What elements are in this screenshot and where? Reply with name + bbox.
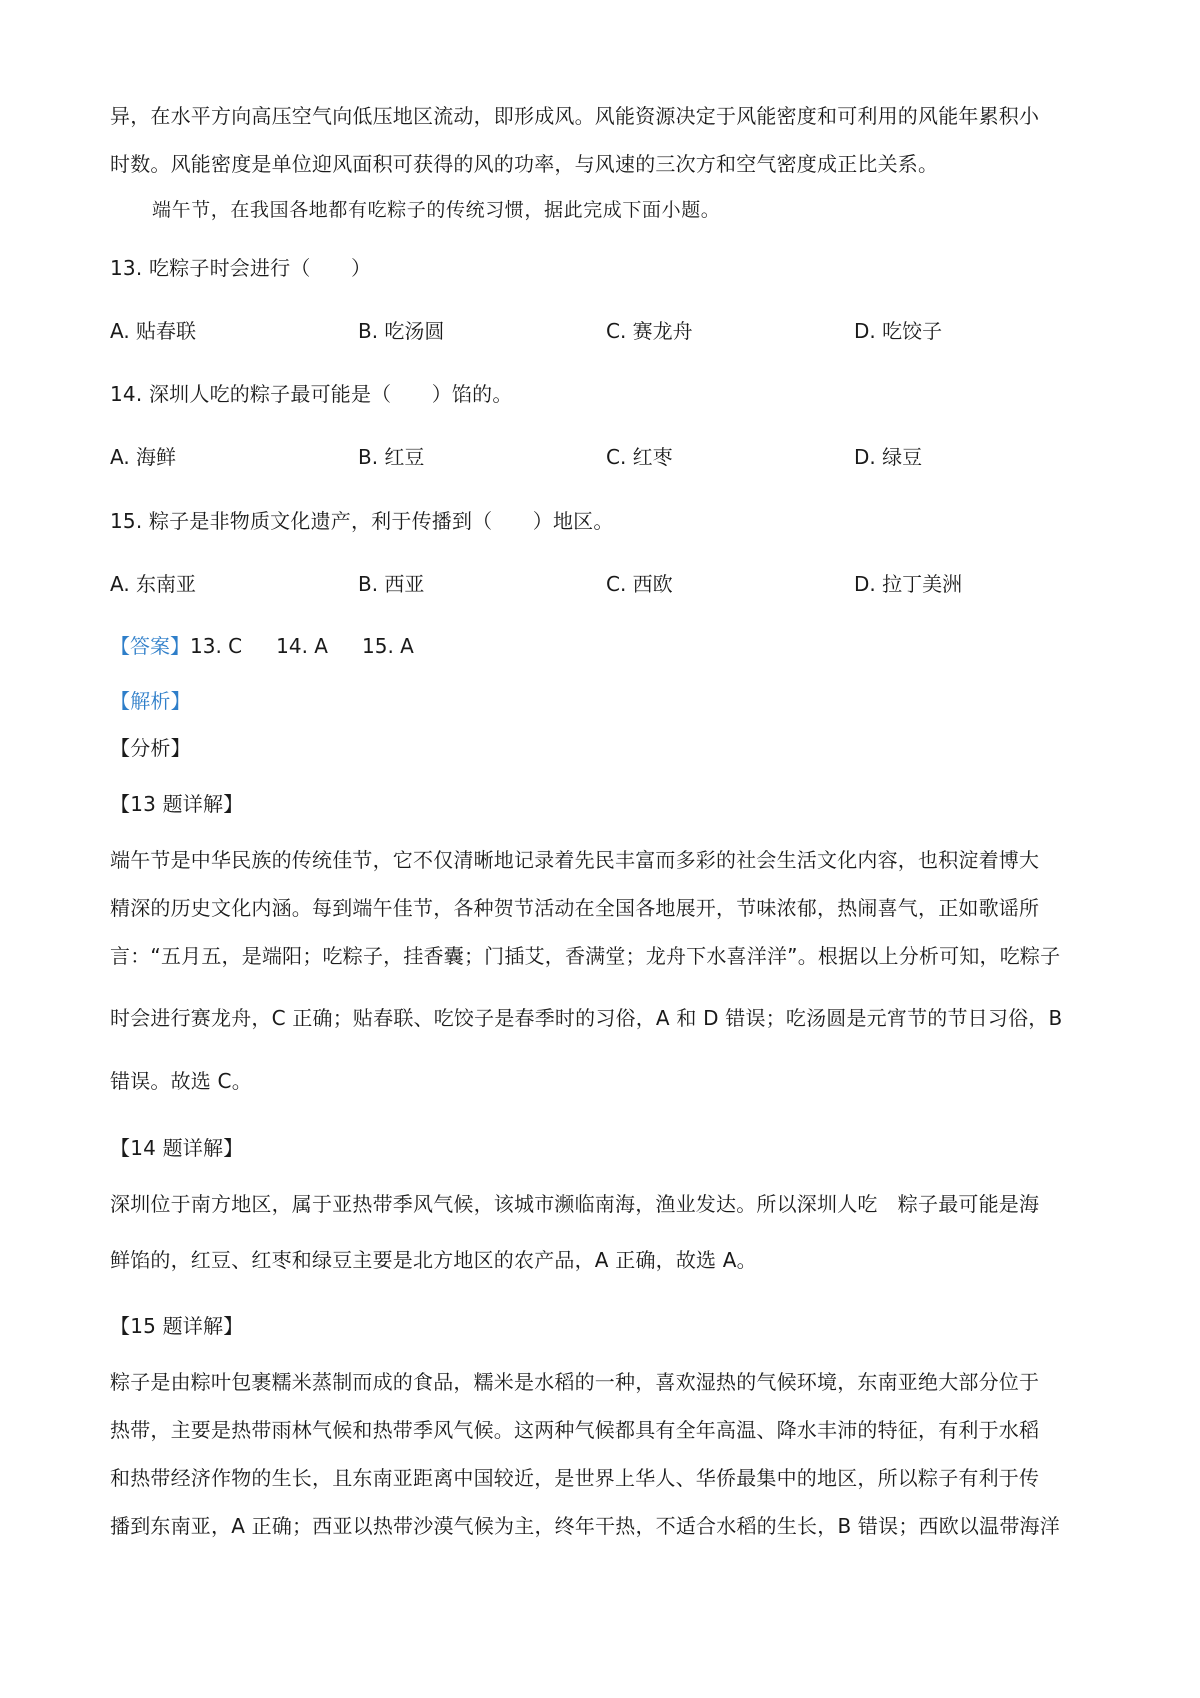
question-15: 15. 粽子是非物质文化遗产，利于传播到（ ）地区。 (110, 509, 614, 533)
detail-15-heading: 【15 题详解】 (110, 1314, 244, 1338)
detail-13-line: 言：“五月五，是端阳；吃粽子，挂香囊；门插艾，香满堂；龙舟下水喜洋洋”。根据以上分析可知，吃粽子 (110, 944, 1061, 968)
detail-13-line: 端午节是中华民族的传统佳节，它不仅清晰地记录着先民丰富而多彩的社会生活文化内容，也积淀着博大 (110, 848, 1040, 872)
option-d: D. 拉丁美洲 (854, 572, 963, 596)
detail-15-line: 粽子是由粽叶包裹糯米蒸制而成的食品，糯米是水稻的一种，喜欢湿热的气候环境，东南亚绝大部分位于 (110, 1370, 1040, 1394)
question-15-options (110, 560, 1100, 608)
answer-line (110, 622, 448, 670)
question-13: 13. 吃粽子时会进行（ ） (110, 256, 372, 280)
analysis-label: 【解析】 (110, 689, 191, 713)
option-c: C. 赛龙舟 (606, 319, 693, 343)
answer-15: 15. A (362, 634, 414, 658)
option-d: D. 绿豆 (854, 445, 923, 469)
option-b: B. 红豆 (358, 445, 425, 469)
detail-15-line: 热带，主要是热带雨林气候和热带季风气候。这两种气候都具有全年高温、降水丰沛的特征，有利于水稻 (110, 1418, 1040, 1442)
question-14-options (110, 433, 1100, 481)
detail-13-line: 错误。故选 C。 (110, 1069, 252, 1093)
fenxi-label: 【分析】 (110, 736, 191, 760)
detail-13-line: 时会进行赛龙舟，C 正确；贴春联、吃饺子是春季时的习俗，A 和 D 错误；吃汤圆是元宵节的节日习俗，B (110, 1006, 1063, 1030)
option-a: A. 贴春联 (110, 319, 197, 343)
question-13-options (110, 307, 1100, 355)
detail-14-line: 深圳位于南方地区，属于亚热带季风气候，该城市濒临南海，渔业发达。所以深圳人吃 粽子最可能是海 (110, 1192, 1040, 1216)
detail-15-line: 和热带经济作物的生长，且东南亚距离中国较近，是世界上华人、华侨最集中的地区，所以粽子有利于传 (110, 1466, 1040, 1490)
option-b: B. 吃汤圆 (358, 319, 445, 343)
question-14: 14. 深圳人吃的粽子最可能是（ ）馅的。 (110, 382, 513, 406)
option-c: C. 西欧 (606, 572, 673, 596)
detail-13-line: 精深的历史文化内涵。每到端午佳节，各种贺节活动在全国各地展开，节味浓郁，热闹喜气，正如歌谣所 (110, 896, 1040, 920)
answer-14: 14. A (276, 634, 328, 658)
intro-line-1: 异，在水平方向高压空气向低压地区流动，即形成风。风能资源决定于风能密度和可利用的风能年累积小 (110, 104, 1040, 128)
option-c: C. 红枣 (606, 445, 673, 469)
detail-14-heading: 【14 题详解】 (110, 1136, 244, 1160)
option-d: D. 吃饺子 (854, 319, 943, 343)
answer-13: 13. C (190, 634, 243, 658)
question-stem: 端午节，在我国各地都有吃粽子的传统习惯，据此完成下面小题。 (152, 199, 721, 221)
option-a: A. 海鲜 (110, 445, 177, 469)
option-a: A. 东南亚 (110, 572, 197, 596)
detail-15-line: 播到东南亚，A 正确；西亚以热带沙漠气候为主，终年干热，不适合水稻的生长，B 错误；西欧以温带海洋 (110, 1514, 1060, 1538)
detail-14-line: 鲜馅的，红豆、红枣和绿豆主要是北方地区的农产品，A 正确，故选 A。 (110, 1248, 757, 1272)
intro-line-2: 时数。风能密度是单位迎风面积可获得的风的功率，与风速的三次方和空气密度成正比关系。 (110, 152, 939, 176)
detail-13-heading: 【13 题详解】 (110, 792, 244, 816)
option-b: B. 西亚 (358, 572, 425, 596)
answer-label: 【答案】 (110, 634, 190, 658)
